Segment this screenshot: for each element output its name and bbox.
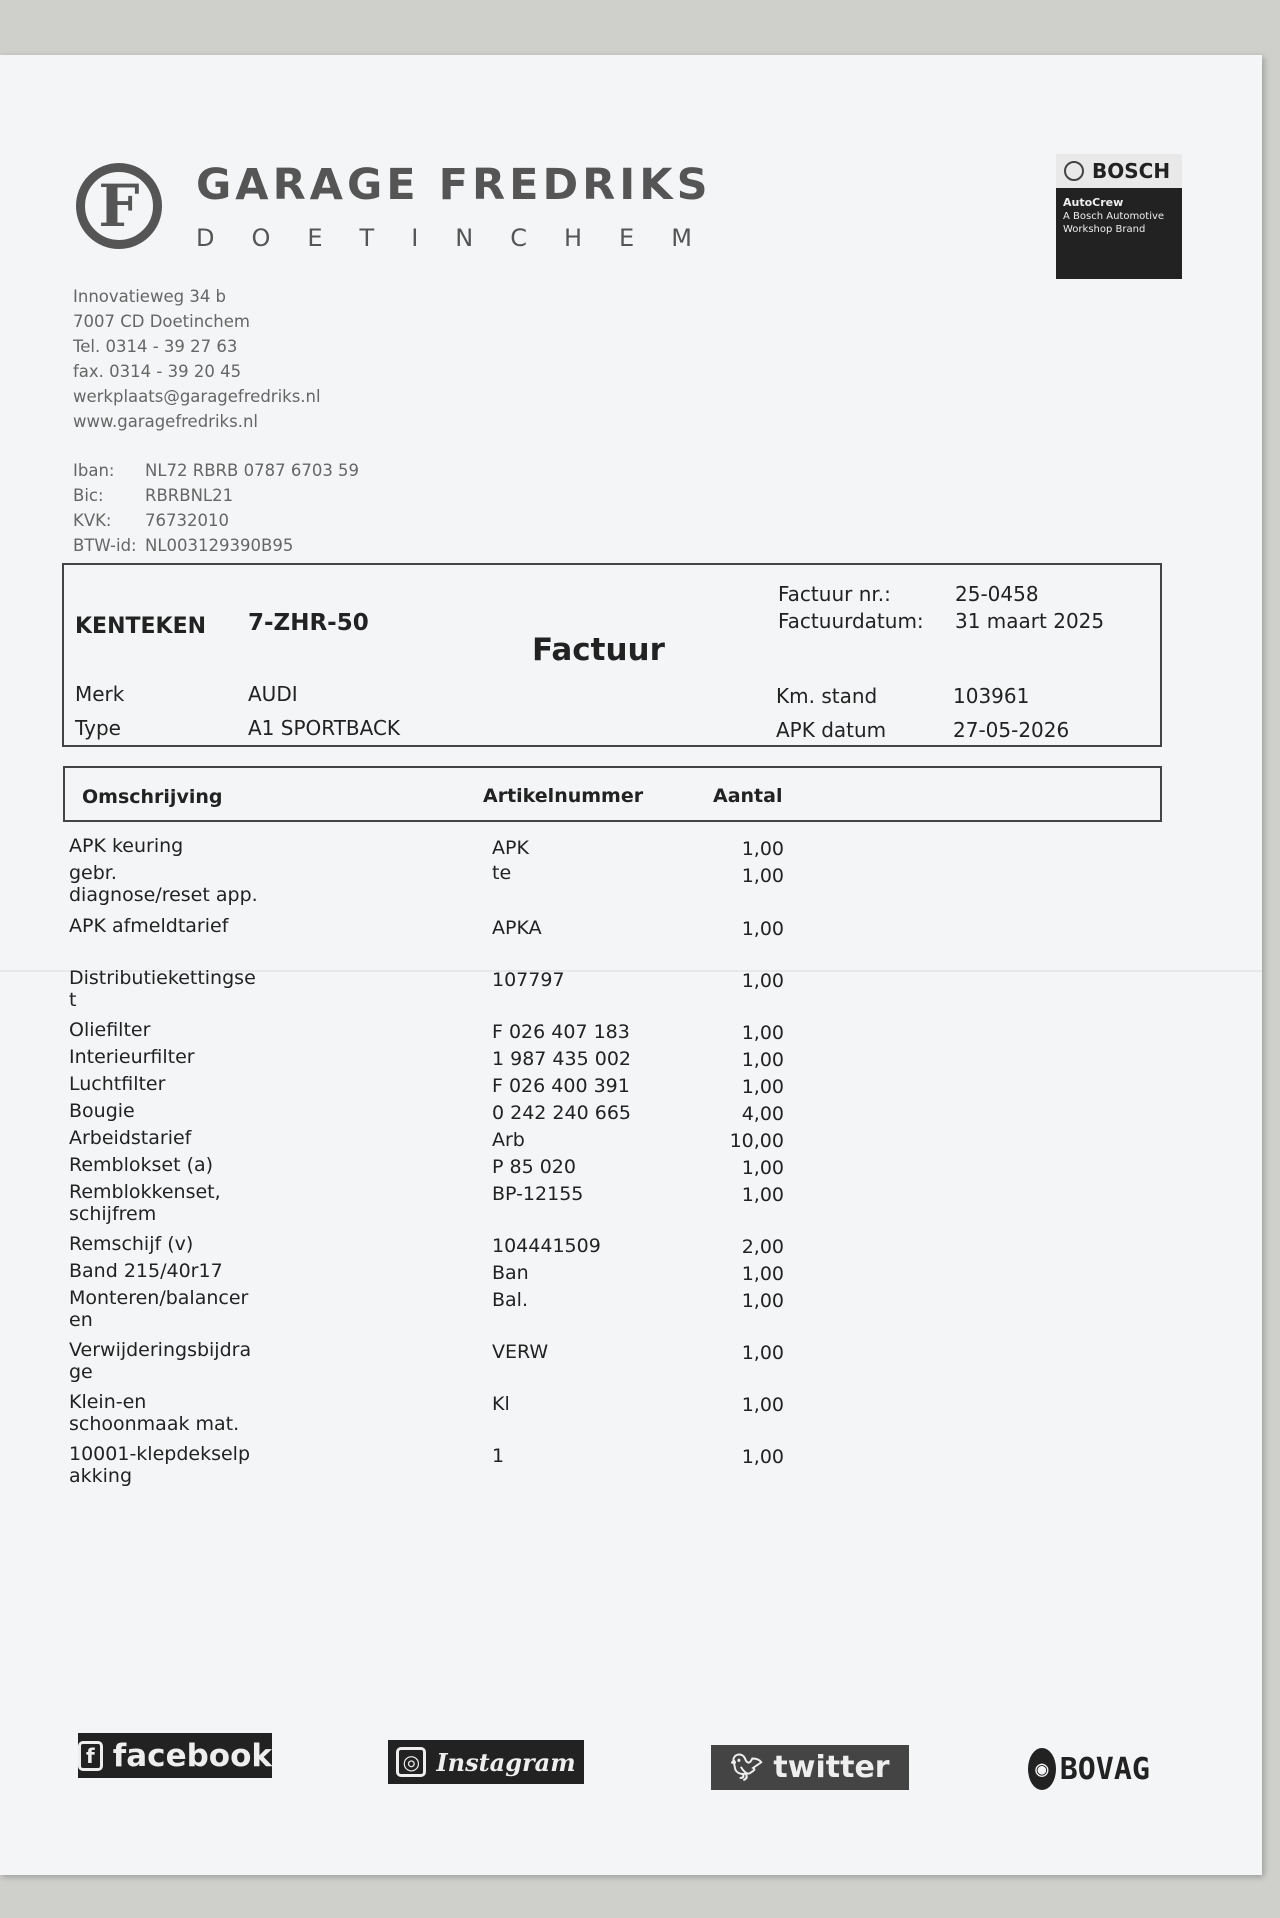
km-label: Km. stand: [776, 684, 878, 708]
bank-value: NL72 RBRB 0787 6703 59: [145, 461, 360, 480]
line-description: Bougie: [69, 1100, 135, 1122]
line-description: APK afmeldtarief: [69, 915, 229, 937]
line-quantity: 1,00: [741, 1446, 784, 1468]
line-description: Verwijderingsbijdra: [69, 1339, 252, 1361]
line-description: Oliefilter: [69, 1019, 151, 1041]
bank-label: Iban:: [73, 461, 115, 480]
header-omschrijving: Omschrijving: [82, 786, 223, 808]
line-description: Monteren/balancer: [69, 1287, 249, 1309]
line-description: Band 215/40r17: [69, 1260, 223, 1282]
bovag-label: BOVAG: [1059, 1751, 1150, 1787]
line-quantity: 1,00: [741, 865, 784, 887]
garage-logo-icon: F: [76, 163, 162, 249]
company-bank-details: [73, 458, 359, 558]
line-article-number: P 85 020: [492, 1156, 576, 1178]
line-description: akking: [69, 1465, 133, 1487]
merk-label: Merk: [75, 682, 125, 706]
line-description: Interieurfilter: [69, 1046, 195, 1068]
line-description: Arbeidstarief: [69, 1127, 192, 1149]
line-quantity: 1,00: [741, 838, 784, 860]
line-description: diagnose/reset app.: [69, 884, 258, 906]
line-quantity: 1,00: [741, 1049, 784, 1071]
table-header: [63, 766, 1162, 822]
address-line: fax. 0314 - 39 20 45: [73, 362, 242, 381]
line-article-number: F 026 400 391: [492, 1075, 630, 1097]
company-city: DOETINCHEM: [196, 224, 729, 252]
line-description: schijfrem: [69, 1203, 157, 1225]
line-description: 10001-klepdekselp: [69, 1443, 251, 1465]
line-article-number: 104441509: [492, 1235, 601, 1257]
bank-label: KVK:: [73, 511, 112, 530]
line-quantity: 1,00: [741, 1157, 784, 1179]
km-value: 103961: [953, 684, 1030, 708]
address-line: www.garagefredriks.nl: [73, 412, 258, 431]
line-quantity: 2,00: [741, 1236, 784, 1258]
line-description: en: [69, 1309, 93, 1331]
bank-row: [73, 458, 359, 483]
factuur-nr-label: Factuur nr.:: [778, 582, 891, 606]
bank-label: BTW-id:: [73, 536, 137, 555]
line-quantity: 1,00: [741, 970, 784, 992]
factuur-nr-value: 25-0458: [955, 582, 1039, 606]
line-description: APK keuring: [69, 835, 184, 857]
bank-label: Bic:: [73, 486, 104, 505]
company-address: [73, 284, 321, 434]
apk-label: APK datum: [776, 718, 887, 742]
line-description: Remblokset (a): [69, 1154, 214, 1176]
bank-value: RBRBNL21: [145, 486, 234, 505]
line-article-number: Ban: [492, 1262, 529, 1284]
address-line: Tel. 0314 - 39 27 63: [73, 337, 238, 356]
bank-value: NL003129390B95: [145, 536, 294, 555]
twitter-label: twitter: [773, 1750, 890, 1785]
factuurdatum-value: 31 maart 2025: [955, 609, 1105, 633]
line-article-number: Bal.: [492, 1289, 528, 1311]
line-description: t: [69, 989, 77, 1011]
line-description: Remschijf (v): [69, 1233, 194, 1255]
line-article-number: 107797: [492, 969, 565, 991]
line-quantity: 1,00: [741, 1342, 784, 1364]
line-quantity: 1,00: [741, 1394, 784, 1416]
facebook-icon: f: [78, 1741, 103, 1771]
instagram-icon: ◎: [396, 1747, 426, 1777]
instagram-label: Instagram: [436, 1747, 576, 1777]
twitter-bird-icon: 🐦︎: [730, 1752, 764, 1783]
bovag-badge: [1028, 1745, 1150, 1793]
kenteken-value: 7-ZHR-50: [248, 610, 369, 636]
line-article-number: te: [492, 862, 512, 884]
facebook-label: facebook: [112, 1737, 272, 1774]
line-quantity: 1,00: [741, 1076, 784, 1098]
line-description: Remblokkenset,: [69, 1181, 221, 1203]
type-value: A1 SPORTBACK: [248, 716, 401, 740]
invoice-header-box: [62, 563, 1162, 747]
line-description: Distributiekettingse: [69, 967, 256, 989]
type-label: Type: [75, 716, 121, 740]
bank-value: 76732010: [145, 511, 229, 530]
header-artikelnummer: Artikelnummer: [483, 785, 644, 807]
line-description: schoonmaak mat.: [69, 1413, 240, 1435]
line-quantity: 1,00: [741, 1263, 784, 1285]
line-article-number: APKA: [492, 917, 542, 939]
address-line: werkplaats@garagefredriks.nl: [73, 387, 321, 406]
merk-value: AUDI: [248, 682, 298, 706]
line-quantity: 1,00: [741, 1184, 784, 1206]
line-article-number: 0 242 240 665: [492, 1102, 632, 1124]
bank-row: [73, 508, 359, 533]
line-article-number: 1 987 435 002: [492, 1048, 632, 1070]
factuurdatum-label: Factuurdatum:: [778, 609, 924, 633]
apk-value: 27-05-2026: [953, 718, 1070, 742]
line-description: ge: [69, 1361, 93, 1383]
address-line: 7007 CD Doetinchem: [73, 312, 250, 331]
bosch-autocrew-logo: [1056, 154, 1182, 279]
bank-row: [73, 483, 359, 508]
bank-row: [73, 533, 359, 558]
line-quantity: 1,00: [741, 1022, 784, 1044]
line-description: Luchtfilter: [69, 1073, 166, 1095]
line-quantity: 10,00: [729, 1130, 784, 1152]
line-quantity: 1,00: [741, 1290, 784, 1312]
facebook-badge: [78, 1733, 272, 1778]
invoice-title: Factuur: [532, 632, 665, 668]
kenteken-label: KENTEKEN: [75, 614, 207, 639]
company-name: GARAGE FREDRIKS: [196, 160, 712, 210]
line-description: gebr.: [69, 862, 117, 884]
line-article-number: BP-12155: [492, 1183, 584, 1205]
line-article-number: Kl: [492, 1393, 510, 1415]
instagram-badge: [388, 1740, 584, 1784]
line-article-number: Arb: [492, 1129, 525, 1151]
line-article-number: F 026 407 183: [492, 1021, 630, 1043]
bosch-ring-icon: [1064, 161, 1084, 181]
line-quantity: 4,00: [741, 1103, 784, 1125]
line-article-number: VERW: [492, 1341, 549, 1363]
header-aantal: Aantal: [713, 785, 783, 807]
bosch-brand: BOSCH: [1092, 159, 1171, 183]
twitter-badge: [711, 1745, 909, 1790]
line-article-number: APK: [492, 837, 529, 859]
line-quantity: 1,00: [741, 918, 784, 940]
bovag-icon: ◉: [1028, 1748, 1056, 1790]
address-line: Innovatieweg 34 b: [73, 287, 227, 306]
bosch-sub1: AutoCrew: [1063, 196, 1124, 209]
line-article-number: 1: [492, 1445, 505, 1467]
bosch-sub2: A Bosch Automotive Workshop Brand: [1063, 211, 1165, 235]
line-description: Klein-en: [69, 1391, 147, 1413]
